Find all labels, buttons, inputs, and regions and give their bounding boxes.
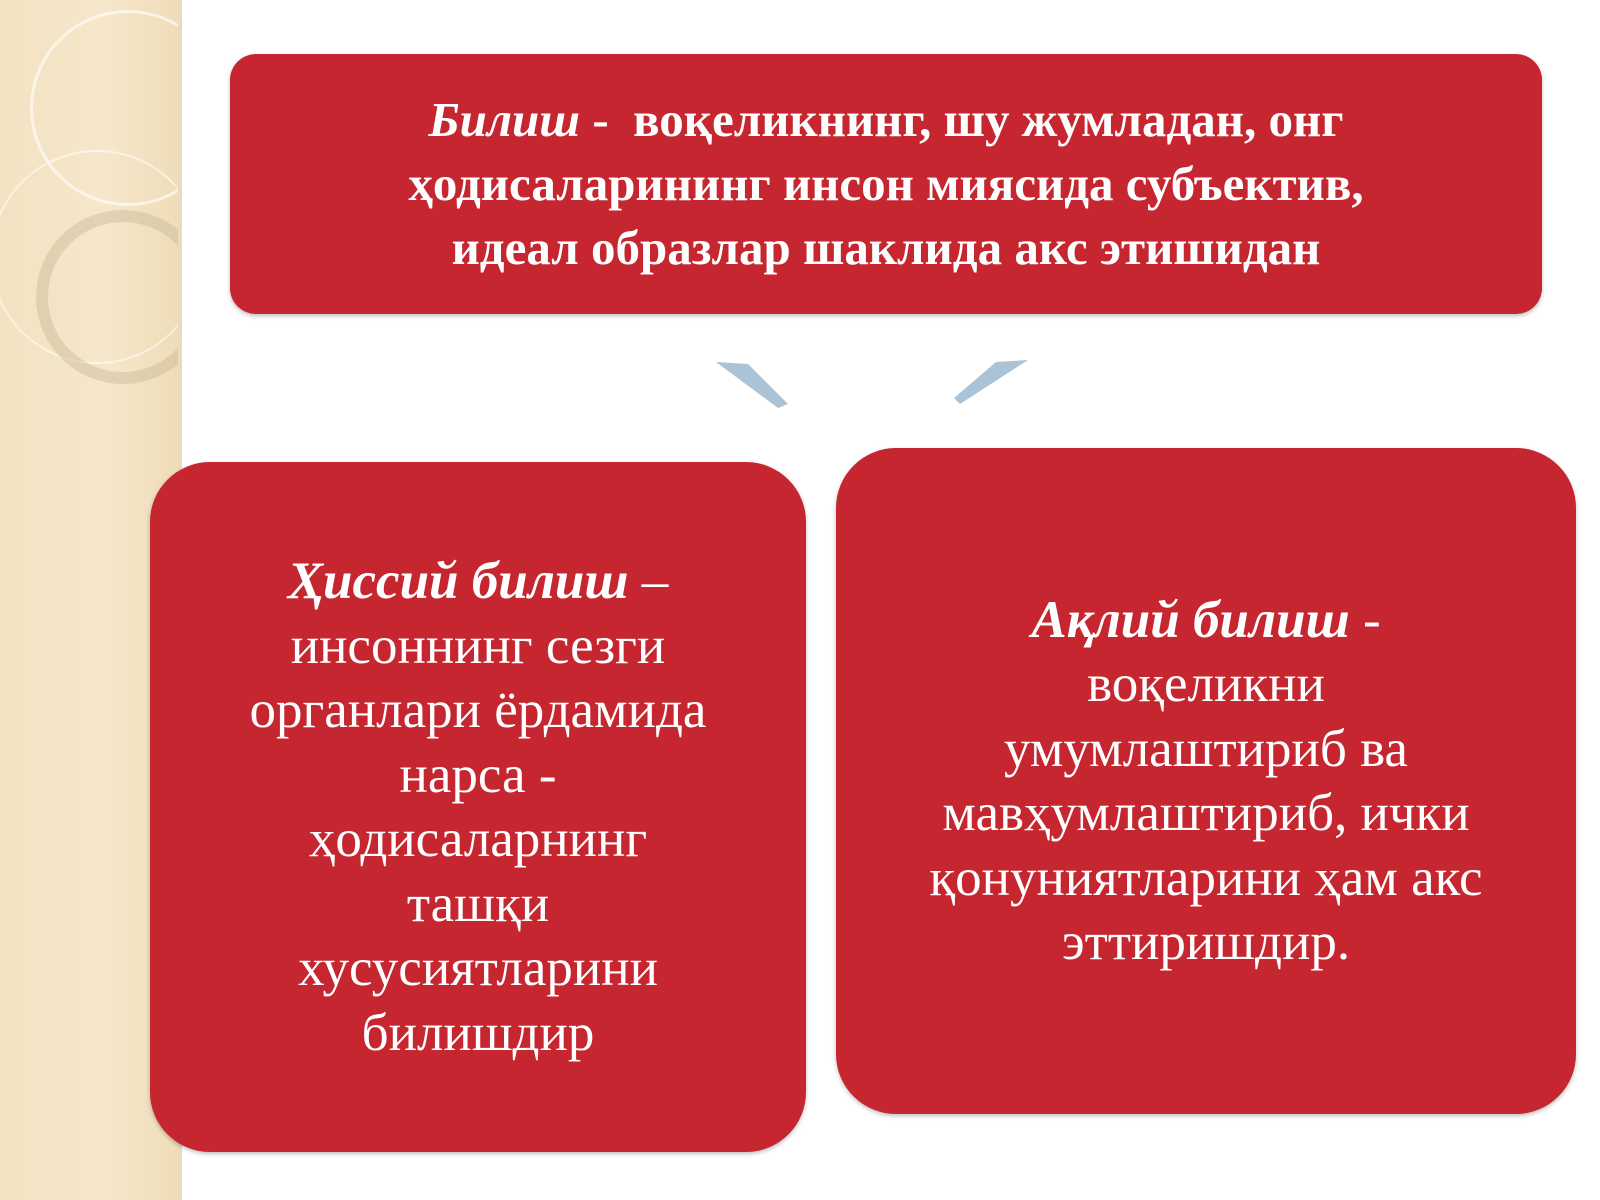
arrow-right-shape <box>954 360 1028 404</box>
sensory-cognition-box <box>150 462 806 1152</box>
left-box-heading <box>288 549 669 614</box>
right-box-line: эттиришдир. <box>1061 913 1351 971</box>
left-box-line: инсоннинг сезги <box>290 616 666 675</box>
right-box-term-suffix: - <box>1349 590 1381 649</box>
top-box-term: Билиш <box>428 92 581 147</box>
top-box-line-1-rest: - воқеликнинг, шу жумладан, онг <box>580 92 1344 147</box>
top-box-line-3: идеал образлар шаклида акс этишидан <box>451 220 1321 275</box>
right-box-line: воқеликни <box>1087 655 1325 713</box>
rational-cognition-box <box>836 448 1576 1114</box>
right-box-line: мавҳумлаштириб, ички <box>942 784 1470 842</box>
left-box-line: ҳодисаларнинг <box>308 810 648 868</box>
arrow-left-icon <box>716 360 788 410</box>
arrow-left-shape <box>716 362 788 408</box>
right-box-term: Ақлий билиш <box>1031 590 1350 649</box>
left-box-line: органлари ёрдамида <box>249 681 707 739</box>
top-box-line-1 <box>428 88 1343 152</box>
left-box-term: Ҳиссий билиш <box>287 552 629 610</box>
right-box-line: қонуниятларини ҳам акс <box>929 848 1483 907</box>
arrow-right-icon <box>954 360 1028 406</box>
right-box-heading <box>1031 588 1380 653</box>
left-box-line: хусусиятларини <box>298 939 658 997</box>
left-box-line: билишдир <box>361 1003 595 1062</box>
left-box-term-suffix: – <box>628 552 669 610</box>
right-box-line: умумлаштириб ва <box>1004 719 1408 778</box>
top-box-line-2: ҳодисаларининг инсон миясида субъектив, <box>408 156 1364 211</box>
left-box-line: нарса - <box>399 745 557 804</box>
left-box-line: ташқи <box>406 874 550 933</box>
definition-box-top <box>230 54 1542 314</box>
